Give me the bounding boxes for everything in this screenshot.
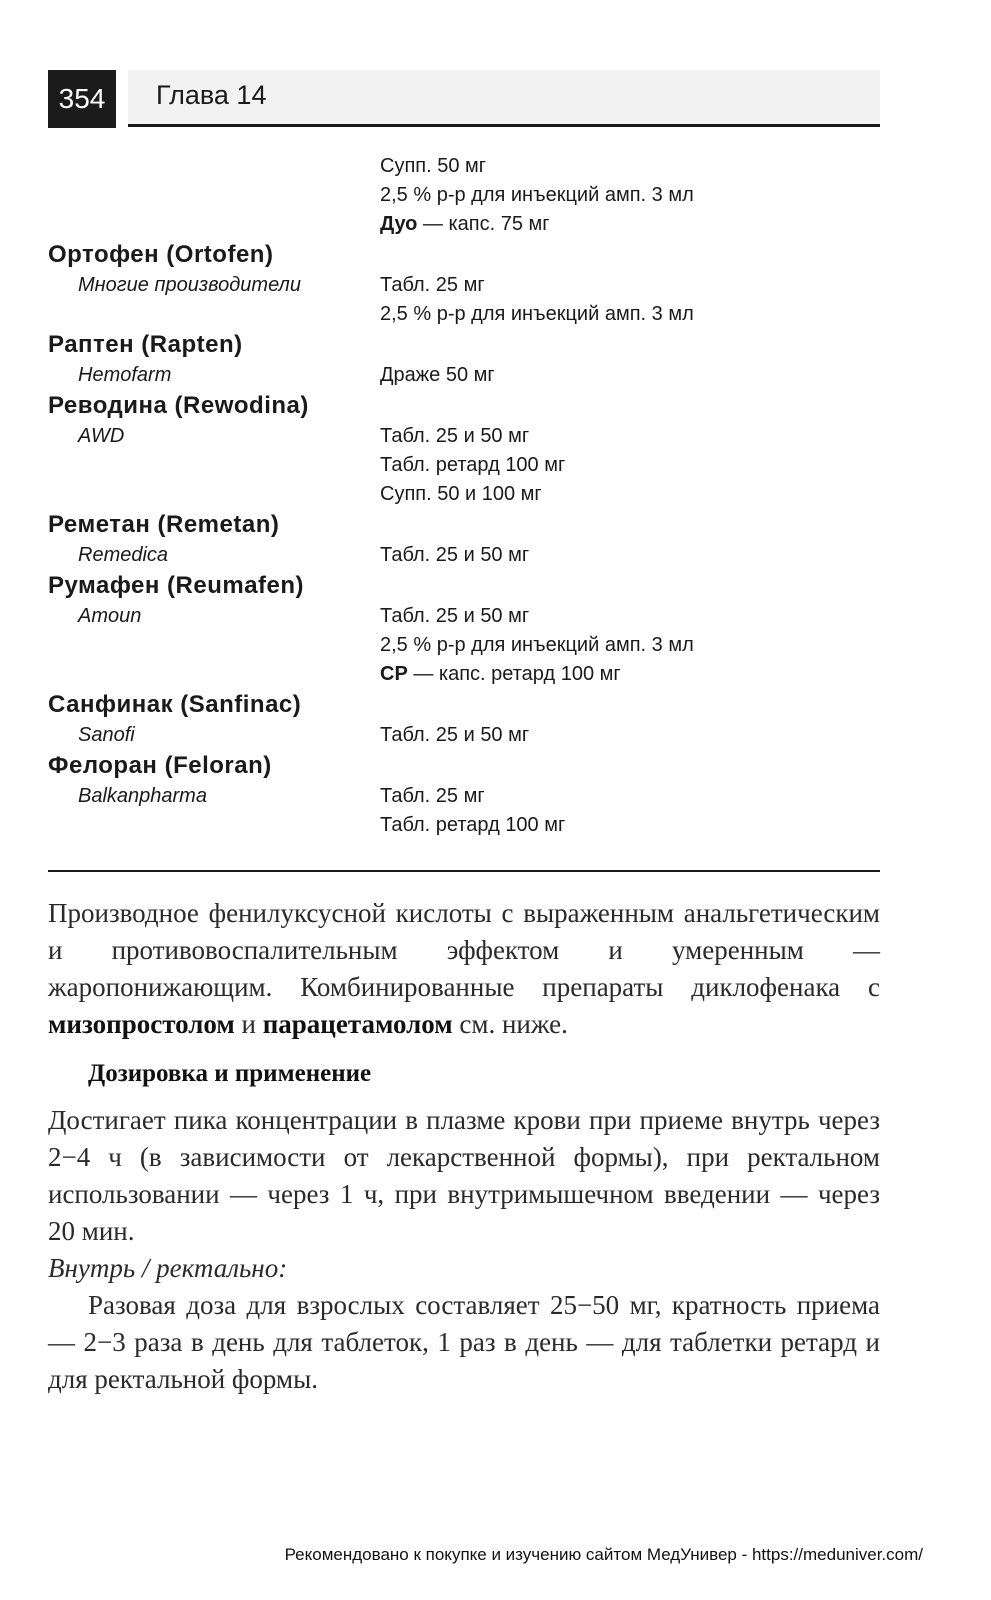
drug-row bbox=[48, 782, 880, 840]
form-line: Супп. 50 и 100 мг bbox=[380, 483, 542, 505]
form-line: Табл. ретард 100 мг bbox=[380, 454, 566, 476]
drug-row bbox=[48, 361, 880, 390]
drug-maker: Amoun bbox=[78, 605, 142, 627]
drug-row bbox=[48, 422, 880, 509]
form-line: Табл. 25 и 50 мг bbox=[380, 544, 530, 566]
dose-paragraph: Разовая доза для взрослых составляет 25−50 мг, кратность приема — 2−3 раза в день для таблеток, 1 раз в день — для таблетки ретард и для ректальной формы. bbox=[48, 1290, 880, 1394]
drug-maker: Многие производители bbox=[78, 274, 301, 296]
drug-forms bbox=[380, 602, 880, 689]
drug-name: Реводина (Rewodina) bbox=[48, 392, 309, 419]
form-line: Табл. 25 мг bbox=[380, 274, 485, 296]
drug-row bbox=[48, 602, 880, 689]
drug-forms bbox=[380, 541, 880, 570]
form-line: 2,5 % р-р для инъекций амп. 3 мл bbox=[380, 303, 694, 325]
route-label: Внутрь / ректально: bbox=[48, 1253, 288, 1283]
form-line: Супп. 50 мг bbox=[380, 155, 487, 177]
drug-name: Румафен (Reumafen) bbox=[48, 572, 305, 599]
page-header bbox=[48, 70, 880, 128]
form-line: Дуо — капс. 75 мг bbox=[380, 213, 550, 235]
drug-maker: AWD bbox=[78, 425, 125, 447]
drug-name: Санфинак (Sanfinac) bbox=[48, 691, 302, 718]
drug-forms bbox=[380, 271, 880, 329]
drug-maker: Sanofi bbox=[78, 724, 135, 746]
header-rule bbox=[128, 124, 880, 127]
form-line: СР — капс. ретард 100 мг bbox=[380, 663, 621, 685]
form-line: Табл. 25 и 50 мг bbox=[380, 605, 530, 627]
drug-forms bbox=[380, 361, 880, 390]
footer-note: Рекомендовано к покупке и изучению сайтом МедУнивер - https://meduniver.com/ bbox=[284, 1545, 923, 1564]
drug-name: Ортофен (Ortofen) bbox=[48, 241, 274, 268]
drug-maker: Remedica bbox=[78, 544, 169, 566]
drug-list bbox=[48, 239, 880, 840]
drug-forms bbox=[380, 422, 880, 509]
form-line: Драже 50 мг bbox=[380, 364, 495, 386]
drug-forms bbox=[380, 782, 880, 840]
chapter-title: Глава 14 bbox=[156, 80, 267, 110]
form-line: Табл. 25 и 50 мг bbox=[380, 425, 530, 447]
drug-name: Раптен (Rapten) bbox=[48, 331, 243, 358]
body-text bbox=[48, 895, 880, 1398]
form-line: Табл. 25 и 50 мг bbox=[380, 724, 530, 746]
drug-row bbox=[48, 271, 880, 329]
dosage-paragraph: Достигает пика концентрации в плазме крови при приеме внутрь через 2−4 ч (в зависимости от лекарственной формы), при ректальном использовании — через 1 ч, при внутримышечном введении — через 20 мин. bbox=[48, 1105, 880, 1246]
drug-table bbox=[48, 152, 880, 840]
drug-name: Фелоран (Feloran) bbox=[48, 752, 272, 779]
drug-maker: Hemofarm bbox=[78, 364, 172, 386]
drug-name: Реметан (Remetan) bbox=[48, 511, 280, 538]
drug-forms bbox=[380, 721, 880, 750]
page-number: 354 bbox=[48, 70, 116, 128]
drug-row bbox=[48, 541, 880, 570]
form-line: Табл. 25 мг bbox=[380, 785, 485, 807]
drug-row bbox=[48, 721, 880, 750]
drug-maker: Balkanpharma bbox=[78, 785, 207, 807]
form-line: 2,5 % р-р для инъекций амп. 3 мл bbox=[380, 634, 694, 656]
drug-row-continued bbox=[48, 152, 880, 239]
form-line: Табл. ретард 100 мг bbox=[380, 814, 566, 836]
table-rule bbox=[48, 870, 880, 872]
intro-paragraph: Производное фенилуксусной кислоты с выраженным анальгетическим и противовоспалительным эффектом и умеренным — жаропонижающим. Комбинированные препараты диклофенака с мизопростолом и парацетамолом см. ниже. bbox=[48, 898, 880, 1039]
form-line: 2,5 % р-р для инъекций амп. 3 мл bbox=[380, 184, 694, 206]
dosage-heading: Дозировка и применение bbox=[88, 1060, 372, 1087]
